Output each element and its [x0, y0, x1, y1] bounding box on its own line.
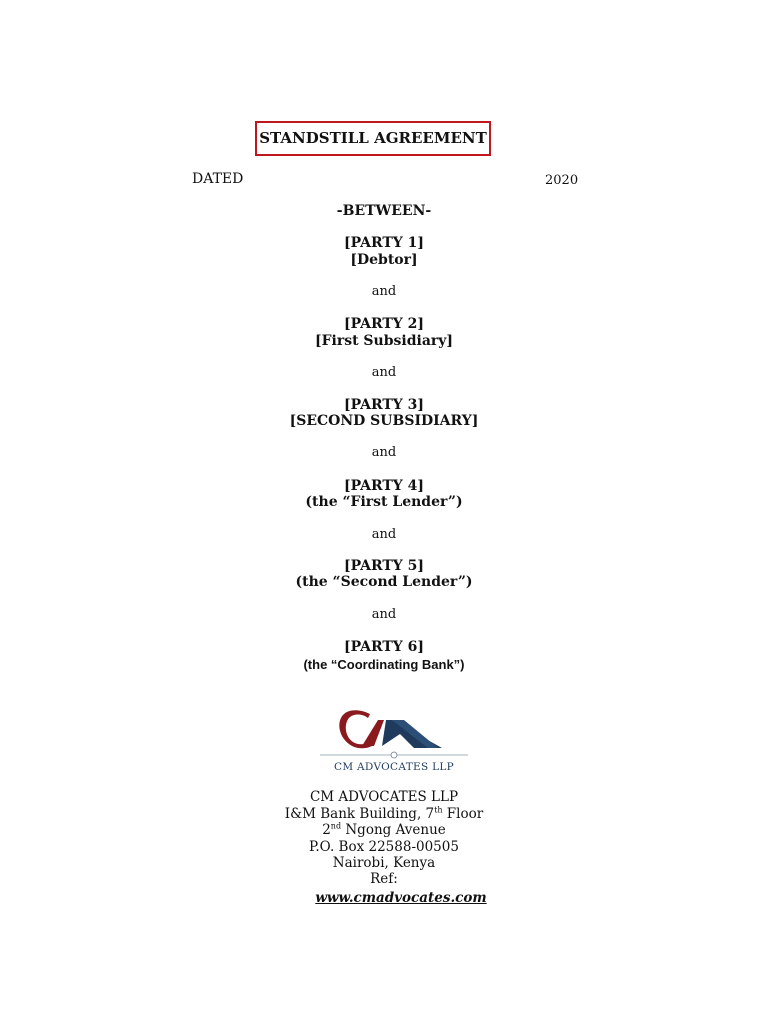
and-connector: and: [371, 365, 397, 380]
party-2-name: [PARTY 2]: [343, 316, 425, 332]
between-heading: -BETWEEN-: [336, 203, 432, 219]
address-building: [0, 806, 768, 823]
party-4-role: (the “First Lender”): [305, 494, 463, 510]
party-4-name: [PARTY 4]: [343, 478, 425, 494]
cm-logo-mark-icon: [318, 706, 470, 774]
address-street: [0, 822, 768, 839]
document-title: STANDSTILL AGREEMENT: [255, 121, 491, 156]
party-5-name: [PARTY 5]: [343, 558, 425, 574]
address-building-text: I&M Bank Building, 7: [284, 806, 435, 822]
address-floor-text: Floor: [442, 806, 484, 822]
party-2-role: [First Subsidiary]: [314, 333, 454, 349]
address-street-text: Ngong Avenue: [341, 822, 446, 838]
party-3-name: [PARTY 3]: [343, 397, 425, 413]
party-3-role: [SECOND SUBSIDIARY]: [289, 413, 479, 429]
and-connector: and: [371, 527, 397, 542]
address-pobox: P.O. Box 22588-00505: [309, 839, 459, 855]
dated-year: 2020: [545, 173, 579, 188]
and-connector: and: [371, 445, 397, 460]
and-connector: and: [371, 607, 397, 622]
logo-text: CM ADVOCATES LLP: [334, 761, 454, 773]
address-building-sup: th: [434, 805, 443, 815]
party-1-role: [Debtor]: [350, 252, 418, 268]
party-5-role: (the “Second Lender”): [295, 574, 473, 590]
and-connector: and: [371, 284, 397, 299]
address-ref: Ref:: [370, 871, 398, 887]
party-6-name: [PARTY 6]: [343, 639, 425, 655]
address-street-num: 2: [322, 822, 331, 838]
address-street-sup: nd: [330, 821, 342, 831]
website-link-row: [0, 887, 768, 906]
address-city: Nairobi, Kenya: [332, 855, 436, 871]
party-6-role: (the “Coordinating Bank”): [303, 657, 465, 672]
dated-label: DATED: [192, 171, 244, 187]
cm-advocates-logo: [318, 706, 470, 774]
party-1-name: [PARTY 1]: [343, 235, 425, 251]
address-firm: CM ADVOCATES LLP: [309, 789, 459, 805]
website-link[interactable]: www.cmadvocates.com: [315, 890, 487, 906]
